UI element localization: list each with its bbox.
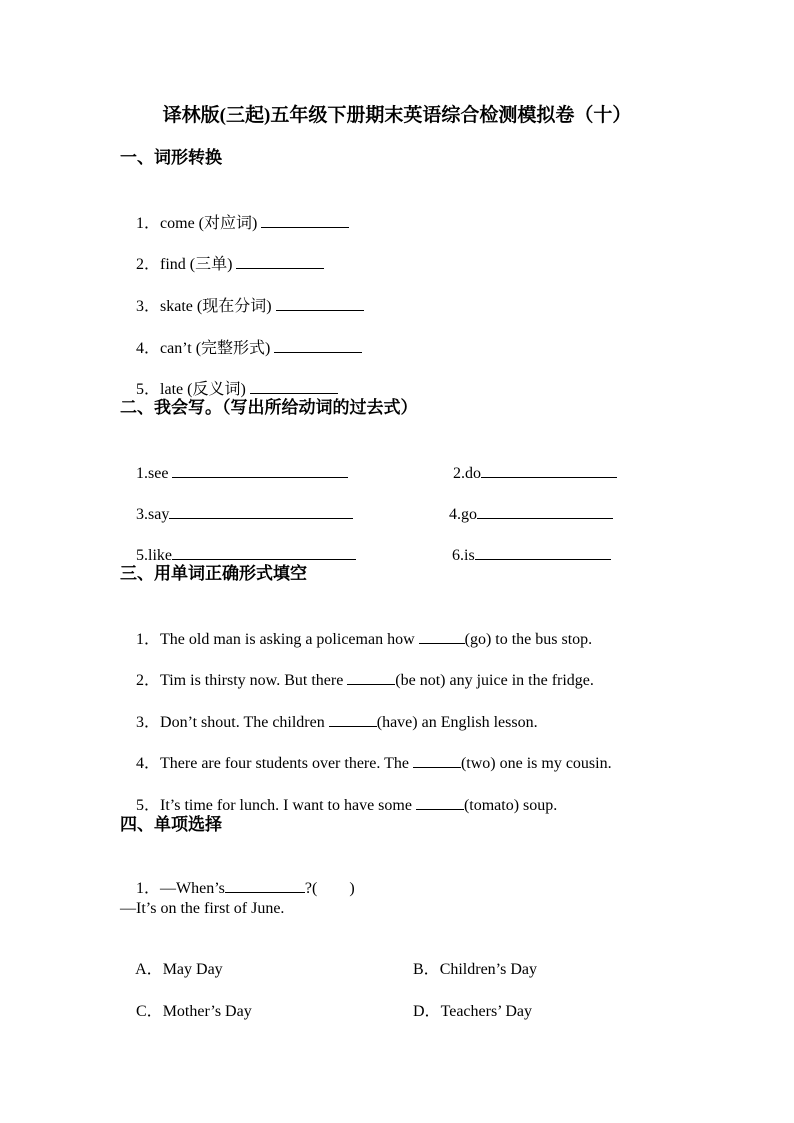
item-text: Don’t shout. The children — [160, 714, 325, 731]
item-number: 1． — [136, 631, 161, 648]
item-number: 4． — [136, 755, 161, 772]
answer-blank[interactable] — [261, 212, 349, 228]
answer-blank[interactable] — [172, 544, 356, 560]
item-text: It’s time for lunch. I want to have some — [160, 797, 412, 814]
option-label: A． — [135, 961, 163, 978]
option-label: D． — [413, 1003, 441, 1020]
item-text: —When’s — [160, 880, 225, 897]
answer-blank[interactable] — [477, 503, 613, 519]
answer-blank[interactable] — [276, 295, 364, 311]
option-label: B． — [413, 961, 440, 978]
item-text: find (三单) — [160, 256, 233, 273]
section-heading-1: 一、词形转换 — [120, 148, 222, 167]
option-c[interactable] — [120, 982, 252, 1042]
item-text: 4.go — [449, 506, 477, 523]
answer-blank[interactable] — [481, 462, 617, 478]
item-text: (go) to the bus stop. — [464, 631, 593, 648]
item-text: (tomato) soup. — [463, 797, 558, 814]
item-text: There are four students over there. The — [160, 755, 409, 772]
option-text: Children’s Day — [439, 961, 538, 978]
item-text: Tim is thirsty now. But there — [160, 672, 344, 689]
answer-blank[interactable] — [347, 669, 395, 685]
answer-blank[interactable] — [419, 628, 465, 644]
option-label: C． — [136, 1003, 163, 1020]
section-heading-3: 三、用单词正确形式填空 — [120, 564, 307, 583]
item-text: come (对应词) — [160, 215, 258, 232]
answer-blank[interactable] — [169, 503, 353, 519]
answer-blank[interactable] — [329, 711, 377, 727]
option-text: Mother’s Day — [162, 1003, 252, 1020]
item-text: (two) one is my cousin. — [460, 755, 612, 772]
section-heading-2: 二、我会写。（写出所给动词的过去式） — [120, 398, 418, 417]
item-number: 3． — [136, 714, 161, 731]
answer-blank[interactable] — [274, 337, 362, 353]
list-item — [436, 524, 611, 586]
item-number: 2． — [136, 256, 161, 273]
answer-blank[interactable] — [172, 462, 348, 478]
item-number: 5． — [136, 797, 161, 814]
option-text: Teachers’ Day — [440, 1003, 532, 1020]
item-text: 6.is — [452, 547, 475, 564]
option-text: May Day — [162, 961, 223, 978]
item-number: 3． — [136, 298, 161, 315]
option-d[interactable] — [397, 982, 532, 1042]
item-text: The old man is asking a policeman how — [160, 631, 415, 648]
section-heading-4: 四、单项选择 — [120, 815, 222, 834]
answer-blank[interactable] — [475, 544, 611, 560]
item-number: 5． — [136, 381, 161, 398]
answer-blank[interactable] — [413, 752, 461, 768]
item-number: 1． — [136, 880, 161, 897]
page-title: 译林版(三起)五年级下册期末英语综合检测模拟卷（十） — [162, 105, 632, 126]
item-number: 4． — [136, 340, 161, 357]
answer-blank[interactable] — [416, 794, 464, 810]
item-number: 2． — [136, 672, 161, 689]
answer-blank[interactable] — [236, 253, 324, 269]
item-number: 1． — [136, 215, 161, 232]
item-text: 5.like — [136, 547, 172, 564]
item-text: late (反义词) — [160, 381, 246, 398]
item-text: ?( ) — [304, 880, 355, 897]
item-text: 1.see — [136, 465, 169, 482]
item-text: (have) an English lesson. — [376, 714, 538, 731]
answer-blank[interactable] — [225, 877, 305, 893]
item-text: skate (现在分词) — [160, 298, 272, 315]
item-text: 3.say — [136, 506, 170, 523]
answer-blank[interactable] — [250, 378, 338, 394]
item-text: can’t (完整形式) — [160, 340, 271, 357]
dialogue-answer: —It’s on the first of June. — [120, 900, 285, 917]
item-text: (be not) any juice in the fridge. — [395, 672, 594, 689]
item-text: 2.do — [453, 465, 481, 482]
